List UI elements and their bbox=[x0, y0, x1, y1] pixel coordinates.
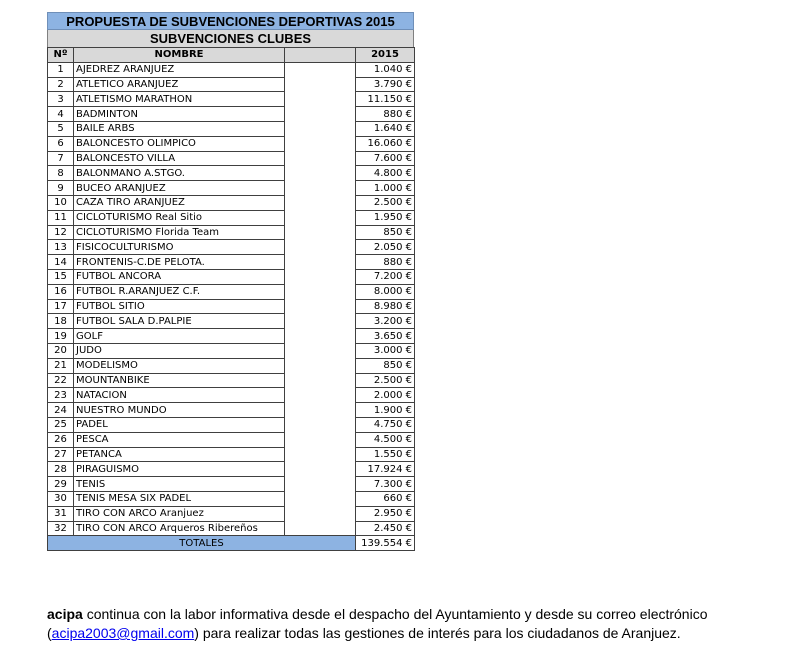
row-club-name: GOLF bbox=[74, 329, 285, 344]
row-blank-cell bbox=[285, 240, 356, 255]
table-row bbox=[48, 299, 415, 314]
table-row bbox=[48, 255, 415, 270]
row-club-name: ATLETICO ARANJUEZ bbox=[74, 77, 285, 92]
row-blank-cell bbox=[285, 77, 356, 92]
row-club-name: ATLETISMO MARATHON bbox=[74, 92, 285, 107]
row-amount: 4.750 € bbox=[356, 417, 415, 432]
row-blank-cell bbox=[285, 388, 356, 403]
row-number: 20 bbox=[48, 343, 74, 358]
table-row bbox=[48, 151, 415, 166]
row-blank-cell bbox=[285, 358, 356, 373]
row-number: 27 bbox=[48, 447, 74, 462]
row-blank-cell bbox=[285, 299, 356, 314]
table-row bbox=[48, 181, 415, 196]
row-club-name: FUTBOL SALA D.PALPIE bbox=[74, 314, 285, 329]
row-amount: 1.900 € bbox=[356, 403, 415, 418]
row-amount: 660 € bbox=[356, 491, 415, 506]
row-blank-cell bbox=[285, 225, 356, 240]
row-club-name: TIRO CON ARCO Aranjuez bbox=[74, 506, 285, 521]
row-club-name: BALONCESTO VILLA bbox=[74, 151, 285, 166]
row-number: 14 bbox=[48, 255, 74, 270]
table-row bbox=[48, 521, 415, 536]
row-club-name: TENIS bbox=[74, 477, 285, 492]
header-num: Nº bbox=[48, 48, 74, 63]
footer-paragraph bbox=[47, 605, 767, 643]
totals-label: TOTALES bbox=[48, 536, 356, 551]
table-row bbox=[48, 284, 415, 299]
row-blank-cell bbox=[285, 166, 356, 181]
row-club-name: CICLOTURISMO Florida Team bbox=[74, 225, 285, 240]
table-row bbox=[48, 403, 415, 418]
row-number: 25 bbox=[48, 417, 74, 432]
row-number: 16 bbox=[48, 284, 74, 299]
row-number: 2 bbox=[48, 77, 74, 92]
row-number: 5 bbox=[48, 121, 74, 136]
table-row bbox=[48, 506, 415, 521]
row-amount: 1.550 € bbox=[356, 447, 415, 462]
footer-text-1: continua con la labor informativa desde el despacho del Ayuntamiento y desde su correo electrónico ( bbox=[47, 606, 708, 641]
subsidies-table-container bbox=[47, 12, 414, 551]
table-row bbox=[48, 432, 415, 447]
table-row bbox=[48, 388, 415, 403]
table-row bbox=[48, 121, 415, 136]
footer-text-2: ) para realizar todas las gestiones de interés para los ciudadanos de Aranjuez. bbox=[194, 625, 681, 641]
email-link[interactable]: acipa2003@gmail.com bbox=[51, 625, 195, 641]
row-club-name: NUESTRO MUNDO bbox=[74, 403, 285, 418]
row-number: 32 bbox=[48, 521, 74, 536]
row-club-name: FUTBOL R.ARANJUEZ C.F. bbox=[74, 284, 285, 299]
row-amount: 11.150 € bbox=[356, 92, 415, 107]
row-blank-cell bbox=[285, 121, 356, 136]
row-blank-cell bbox=[285, 521, 356, 536]
row-club-name: AJEDREZ ARANJUEZ bbox=[74, 62, 285, 77]
row-number: 3 bbox=[48, 92, 74, 107]
row-club-name: CICLOTURISMO Real Sitio bbox=[74, 210, 285, 225]
row-club-name: FUTBOL ANCORA bbox=[74, 269, 285, 284]
totals-row bbox=[48, 536, 415, 551]
row-number: 18 bbox=[48, 314, 74, 329]
row-amount: 850 € bbox=[356, 358, 415, 373]
table-row bbox=[48, 491, 415, 506]
row-number: 19 bbox=[48, 329, 74, 344]
row-blank-cell bbox=[285, 447, 356, 462]
table-title: PROPUESTA DE SUBVENCIONES DEPORTIVAS 2015 bbox=[47, 12, 414, 30]
row-number: 21 bbox=[48, 358, 74, 373]
row-blank-cell bbox=[285, 477, 356, 492]
row-amount: 3.650 € bbox=[356, 329, 415, 344]
row-amount: 3.790 € bbox=[356, 77, 415, 92]
row-club-name: PETANCA bbox=[74, 447, 285, 462]
table-row bbox=[48, 477, 415, 492]
row-blank-cell bbox=[285, 506, 356, 521]
row-number: 9 bbox=[48, 181, 74, 196]
table-row bbox=[48, 314, 415, 329]
table-row bbox=[48, 358, 415, 373]
table-row bbox=[48, 329, 415, 344]
table-row bbox=[48, 77, 415, 92]
row-blank-cell bbox=[285, 417, 356, 432]
row-amount: 2.450 € bbox=[356, 521, 415, 536]
row-club-name: BAILE ARBS bbox=[74, 121, 285, 136]
row-amount: 8.000 € bbox=[356, 284, 415, 299]
table-row bbox=[48, 92, 415, 107]
row-amount: 7.200 € bbox=[356, 269, 415, 284]
table-row bbox=[48, 136, 415, 151]
row-number: 26 bbox=[48, 432, 74, 447]
header-name: NOMBRE bbox=[74, 48, 285, 63]
row-amount: 2.050 € bbox=[356, 240, 415, 255]
row-amount: 880 € bbox=[356, 107, 415, 122]
row-blank-cell bbox=[285, 329, 356, 344]
row-blank-cell bbox=[285, 373, 356, 388]
row-number: 24 bbox=[48, 403, 74, 418]
row-blank-cell bbox=[285, 62, 356, 77]
row-blank-cell bbox=[285, 343, 356, 358]
table-row bbox=[48, 210, 415, 225]
row-amount: 880 € bbox=[356, 255, 415, 270]
table-row bbox=[48, 195, 415, 210]
row-number: 28 bbox=[48, 462, 74, 477]
footer-brand: acipa bbox=[47, 606, 83, 622]
row-amount: 1.000 € bbox=[356, 181, 415, 196]
row-number: 31 bbox=[48, 506, 74, 521]
row-number: 13 bbox=[48, 240, 74, 255]
row-club-name: BALONCESTO OLIMPICO bbox=[74, 136, 285, 151]
table-row bbox=[48, 107, 415, 122]
row-club-name: FRONTENIS-C.DE PELOTA. bbox=[74, 255, 285, 270]
row-club-name: BADMINTON bbox=[74, 107, 285, 122]
row-blank-cell bbox=[285, 181, 356, 196]
row-club-name: FUTBOL SITIO bbox=[74, 299, 285, 314]
row-number: 15 bbox=[48, 269, 74, 284]
row-amount: 1.040 € bbox=[356, 62, 415, 77]
row-number: 10 bbox=[48, 195, 74, 210]
row-club-name: PADEL bbox=[74, 417, 285, 432]
row-blank-cell bbox=[285, 107, 356, 122]
subsidies-table bbox=[47, 47, 415, 551]
row-number: 7 bbox=[48, 151, 74, 166]
row-blank-cell bbox=[285, 269, 356, 284]
row-amount: 2.950 € bbox=[356, 506, 415, 521]
row-number: 22 bbox=[48, 373, 74, 388]
table-header-row bbox=[48, 48, 415, 63]
row-number: 30 bbox=[48, 491, 74, 506]
row-amount: 7.600 € bbox=[356, 151, 415, 166]
row-amount: 2.500 € bbox=[356, 373, 415, 388]
table-row bbox=[48, 225, 415, 240]
row-blank-cell bbox=[285, 314, 356, 329]
row-amount: 3.200 € bbox=[356, 314, 415, 329]
row-number: 17 bbox=[48, 299, 74, 314]
table-row bbox=[48, 373, 415, 388]
row-club-name: BALONMANO A.STGO. bbox=[74, 166, 285, 181]
row-amount: 16.060 € bbox=[356, 136, 415, 151]
totals-amount: 139.554 € bbox=[356, 536, 415, 551]
row-blank-cell bbox=[285, 92, 356, 107]
row-amount: 1.950 € bbox=[356, 210, 415, 225]
table-row bbox=[48, 462, 415, 477]
row-number: 1 bbox=[48, 62, 74, 77]
row-blank-cell bbox=[285, 210, 356, 225]
row-number: 12 bbox=[48, 225, 74, 240]
row-blank-cell bbox=[285, 255, 356, 270]
row-club-name: MOUNTANBIKE bbox=[74, 373, 285, 388]
row-club-name: NATACION bbox=[74, 388, 285, 403]
row-amount: 4.800 € bbox=[356, 166, 415, 181]
row-blank-cell bbox=[285, 136, 356, 151]
row-blank-cell bbox=[285, 151, 356, 166]
row-blank-cell bbox=[285, 403, 356, 418]
row-blank-cell bbox=[285, 432, 356, 447]
row-number: 4 bbox=[48, 107, 74, 122]
row-blank-cell bbox=[285, 491, 356, 506]
row-club-name: MODELISMO bbox=[74, 358, 285, 373]
row-amount: 1.640 € bbox=[356, 121, 415, 136]
row-blank-cell bbox=[285, 462, 356, 477]
row-number: 8 bbox=[48, 166, 74, 181]
row-blank-cell bbox=[285, 284, 356, 299]
row-amount: 2.500 € bbox=[356, 195, 415, 210]
row-number: 29 bbox=[48, 477, 74, 492]
header-blank bbox=[285, 48, 356, 63]
row-amount: 4.500 € bbox=[356, 432, 415, 447]
row-club-name: FISICOCULTURISMO bbox=[74, 240, 285, 255]
table-row bbox=[48, 166, 415, 181]
row-amount: 3.000 € bbox=[356, 343, 415, 358]
table-row bbox=[48, 240, 415, 255]
row-amount: 2.000 € bbox=[356, 388, 415, 403]
header-year: 2015 bbox=[356, 48, 415, 63]
row-number: 6 bbox=[48, 136, 74, 151]
table-row bbox=[48, 447, 415, 462]
row-number: 11 bbox=[48, 210, 74, 225]
row-amount: 7.300 € bbox=[356, 477, 415, 492]
row-amount: 850 € bbox=[356, 225, 415, 240]
table-subtitle: SUBVENCIONES CLUBES bbox=[47, 30, 414, 47]
table-row bbox=[48, 62, 415, 77]
row-amount: 8.980 € bbox=[356, 299, 415, 314]
row-amount: 17.924 € bbox=[356, 462, 415, 477]
table-row bbox=[48, 343, 415, 358]
row-club-name: JUDO bbox=[74, 343, 285, 358]
row-club-name: PESCA bbox=[74, 432, 285, 447]
table-row bbox=[48, 269, 415, 284]
table-row bbox=[48, 417, 415, 432]
table-body bbox=[48, 62, 415, 536]
row-club-name: TIRO CON ARCO Arqueros Ribereños bbox=[74, 521, 285, 536]
row-club-name: BUCEO ARANJUEZ bbox=[74, 181, 285, 196]
row-blank-cell bbox=[285, 195, 356, 210]
row-club-name: PIRAGUISMO bbox=[74, 462, 285, 477]
row-club-name: TENIS MESA SIX PADEL bbox=[74, 491, 285, 506]
row-number: 23 bbox=[48, 388, 74, 403]
row-club-name: CAZA TIRO ARANJUEZ bbox=[74, 195, 285, 210]
